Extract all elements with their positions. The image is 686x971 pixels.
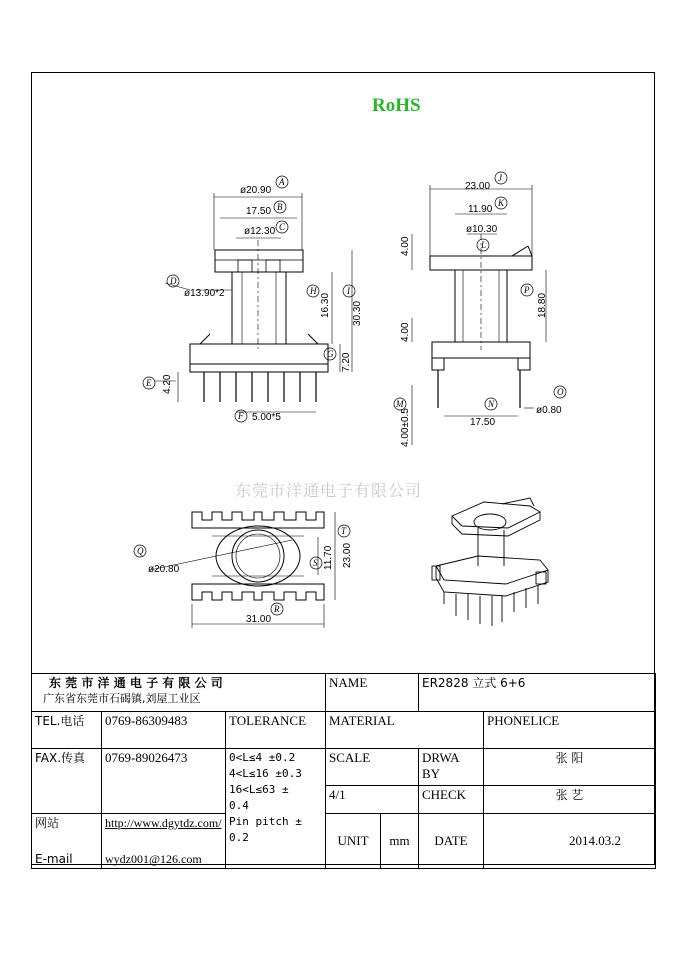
front-base <box>190 344 328 364</box>
label-o: O <box>557 387 564 397</box>
web-label: 网站 <box>35 816 60 830</box>
isometric-view <box>432 498 548 626</box>
company-address: 广东省东莞市石碣镇,刘屋工业区 <box>43 692 201 705</box>
dim-side-4a: 4.00 <box>400 236 411 256</box>
email-value: wydz001@126.com <box>105 852 202 866</box>
fax-value: 0769-89026473 <box>102 749 226 814</box>
material-label: MATERIAL <box>326 712 484 749</box>
tolerance-line-5: Pin pitch ± <box>229 815 302 828</box>
scale-label: SCALE <box>326 749 419 786</box>
drawn-by-label: DRWA BY <box>419 749 484 786</box>
email-label: E-mail <box>35 852 73 866</box>
label-b: B <box>277 202 283 212</box>
dim-j: 23.00 <box>465 181 491 192</box>
drawn-by-value: 张 阳 <box>484 749 656 786</box>
dim-o: ø0.80 <box>536 405 562 416</box>
dim-f: 5.00*5 <box>252 412 281 423</box>
label-i: I <box>347 286 350 296</box>
dim-q: ø20.80 <box>148 564 180 575</box>
fax-label: FAX.传真 <box>32 749 102 814</box>
dim-l: ø10.30 <box>466 224 498 235</box>
tel-label: TEL.电话 <box>32 712 102 749</box>
tolerance-line-1: 0<L≤4 ±0.2 <box>229 751 296 764</box>
dim-p: 18.80 <box>537 292 548 318</box>
label-t: T <box>341 526 347 536</box>
dim-d: ø13.90*2 <box>184 288 225 299</box>
label-e: E <box>146 378 152 388</box>
tolerance-label: TOLERANCE <box>226 712 326 749</box>
dim-side-4b: 4.00 <box>400 322 411 342</box>
label-s: S <box>313 558 318 568</box>
dim-t: 23.00 <box>342 542 353 568</box>
name-value: ER2828 立式 6+6 <box>419 674 656 712</box>
dim-b: 17.50 <box>246 206 272 217</box>
label-p: P <box>524 285 530 295</box>
company-cell <box>32 674 326 712</box>
dim-n: 17.50 <box>470 417 496 428</box>
front-bobbin-core <box>232 272 286 344</box>
tolerance-line-2: 4<L≤16 ±0.3 <box>229 767 302 780</box>
label-k: K <box>498 198 505 208</box>
tel-value: 0769-86309483 <box>102 712 226 749</box>
dim-r: 31.00 <box>246 614 272 625</box>
tolerance-line-6: 0.2 <box>229 831 249 844</box>
dim-e: 4.20 <box>162 374 173 394</box>
dim-m: 4.00±0.5 <box>400 408 411 447</box>
dim-c: ø12.30 <box>244 226 276 237</box>
rohs-mark: RoHS <box>372 95 421 116</box>
company-name: 东 莞 市 洋 通 电 子 有 限 公 司 <box>49 676 223 690</box>
web-email-values <box>102 814 226 869</box>
label-f: F <box>238 411 244 421</box>
label-m: M <box>396 399 404 409</box>
label-d: D <box>170 276 177 286</box>
label-q: Q <box>137 546 144 556</box>
unit-value: mm <box>381 814 419 869</box>
tolerance-values <box>226 749 326 869</box>
tolerance-line-4: 0.4 <box>229 799 249 812</box>
date-value: 2014.03.2 <box>484 814 656 869</box>
dim-k: 11.90 <box>468 204 493 215</box>
check-value: 张 艺 <box>484 786 656 814</box>
tolerance-line-3: 16<L≤63 ± <box>229 783 289 796</box>
scale-value: 4/1 <box>326 786 419 814</box>
label-a: A <box>279 177 285 187</box>
front-top-flange <box>215 250 303 272</box>
label-h: H <box>310 286 317 296</box>
check-label: CHECK <box>419 786 484 814</box>
dim-a: ø20.90 <box>240 185 272 196</box>
dim-h: 16.30 <box>320 292 331 318</box>
label-r: R <box>274 604 280 614</box>
phonelice-label: PHONELICE <box>484 712 656 749</box>
company-watermark: 东莞市洋通电子有限公司 <box>235 481 423 500</box>
label-g: G <box>327 349 334 359</box>
label-j: J <box>498 173 502 183</box>
web-email-labels <box>32 814 102 869</box>
label-n: N <box>488 399 495 409</box>
website-link[interactable]: http://www.dgytdz.com/ <box>105 816 222 830</box>
name-label: NAME <box>326 674 419 712</box>
title-block <box>31 673 656 869</box>
label-l: L <box>481 240 487 250</box>
dim-s: 11.70 <box>323 545 334 570</box>
dim-g: 7.20 <box>341 352 352 372</box>
unit-label: UNIT <box>326 814 381 869</box>
dim-i: 30.30 <box>352 300 363 326</box>
date-label: DATE <box>419 814 484 869</box>
front-pins <box>204 372 316 402</box>
label-c: C <box>279 222 286 232</box>
